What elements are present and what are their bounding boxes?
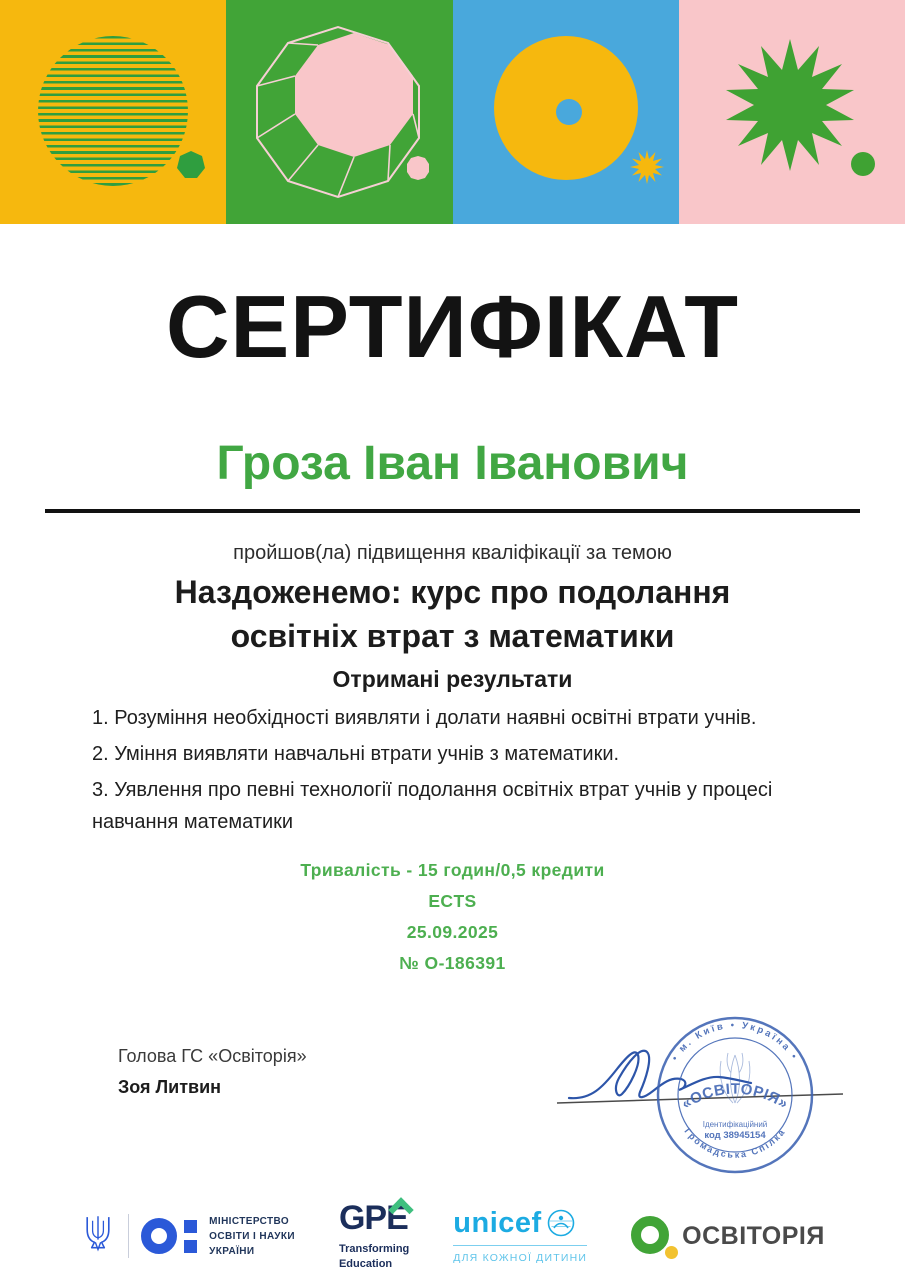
stamp-org-text: «ОСВІТОРІЯ»	[678, 1080, 792, 1113]
unicef-tagline: ДЛЯ КОЖНОЇ ДИТИНИ	[453, 1252, 588, 1264]
donut-shape	[453, 0, 679, 224]
result-item: 3. Уявлення про певні технології подолання освітніх втрат учнів у процесі навчання математики	[92, 779, 773, 833]
svg-text:• м. Київ • Україна •	[670, 1020, 801, 1063]
unicef-emblem-icon	[546, 1208, 576, 1238]
signatory-block	[118, 1046, 307, 1098]
starburst-shape	[679, 0, 905, 224]
osvitoria-logo	[631, 1216, 825, 1256]
ministry-name: МІНІСТЕРСТВО ОСВІТИ І НАУКИ УКРАЇНИ	[209, 1215, 295, 1257]
gpe-wordmark: GPE	[339, 1201, 408, 1235]
signatory-role: Голова ГС «Освіторія»	[118, 1046, 307, 1066]
recipient-name: Гроза Іван Іванович	[216, 437, 689, 490]
banner-tile-pink	[679, 0, 905, 224]
svg-text:«ОСВІТОРІЯ»	[679, 1081, 792, 1113]
unicef-divider	[453, 1245, 587, 1246]
result-item: 1. Розуміння необхідності виявляти і долати наявні освітні втрати учнів.	[92, 707, 757, 729]
partner-logos-row	[0, 1196, 905, 1276]
unicef-wordmark: unicef	[453, 1206, 542, 1239]
gpe-logo	[339, 1201, 409, 1271]
duration-text: Тривалість - 15 годин/0,5 кредити	[300, 860, 605, 880]
banner-tile-yellow	[0, 0, 226, 224]
logo-divider	[128, 1214, 129, 1258]
credits-unit-text: ECTS	[428, 891, 477, 911]
heptagon-shape	[0, 0, 226, 224]
gpe-tagline: Transforming Education	[338, 1243, 410, 1270]
unicef-logo	[453, 1208, 587, 1264]
course-intro-text: пройшов(ла) підвищення кваліфікації за темою	[233, 542, 672, 564]
result-item: 2. Уміння виявляти навчальні втрати учнів з математики.	[92, 743, 620, 765]
certificate-title: СЕРТИФІКАТ	[166, 277, 739, 376]
banner-tile-green	[226, 0, 452, 224]
issue-date: 25.09.2025	[406, 922, 499, 942]
name-underline	[45, 509, 860, 513]
certificate-number: № О-186391	[399, 953, 506, 973]
small-circle-shape	[851, 152, 875, 176]
osvitoria-ring-icon	[631, 1216, 671, 1256]
certificate-meta	[0, 860, 905, 984]
polyhedron-shape	[226, 0, 452, 224]
banner-tile-blue	[453, 0, 679, 224]
osvitoria-dot-icon	[665, 1246, 678, 1259]
course-title: Наздоженемо: курс про подолання освітніх втрат з математики	[174, 574, 731, 654]
gpe-arrow-icon	[388, 1197, 413, 1222]
stamp-and-signature	[545, 1003, 855, 1188]
signatory-name: Зоя Литвин	[118, 1077, 222, 1097]
results-list	[92, 702, 816, 842]
osvitoria-wordmark: ОСВІТОРІЯ	[682, 1221, 825, 1250]
stamp-ring-top-text: • м. Київ • Україна •	[669, 1020, 801, 1064]
stamp-ring-bottom-text: Громадська Спілка	[682, 1126, 788, 1160]
stamp-id-label: Ідентифікаційний	[702, 1120, 768, 1129]
results-heading: Отримані результати	[332, 666, 573, 692]
decorative-banner	[0, 0, 905, 224]
stamp-id-code: код 38945154	[704, 1130, 766, 1141]
ministry-logo	[80, 1212, 295, 1260]
ministry-mark-icon	[141, 1218, 197, 1254]
trident-icon	[80, 1212, 116, 1260]
sunburst-shape	[630, 150, 664, 184]
